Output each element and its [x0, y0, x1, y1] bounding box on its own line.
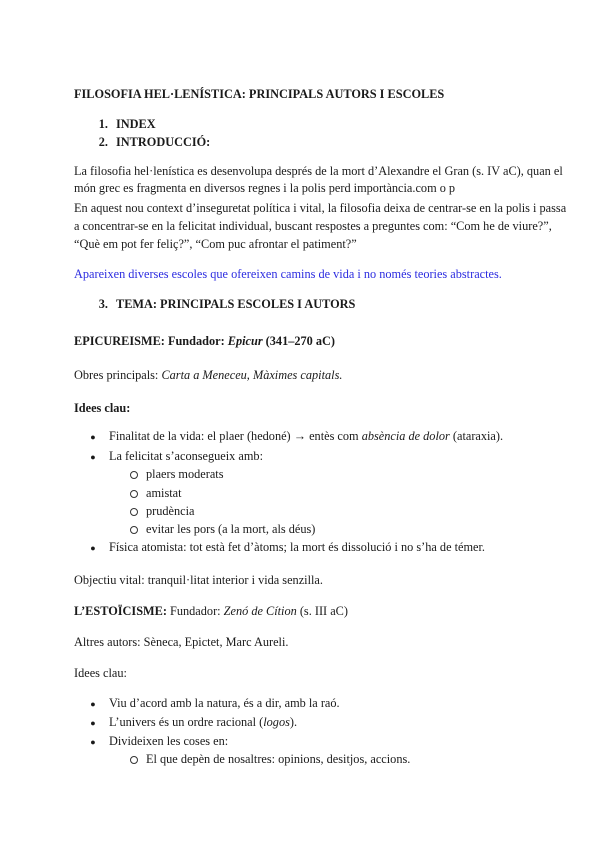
- document-title: FILOSOFIA HEL·LENÍSTICA: PRINCIPALS AUTORS I ESCOLES: [74, 87, 445, 101]
- intro-paragraph-line: En aquest nou context d’inseguretat política i vital, la filosofia deixa de centrar-se en la polis i passa: [74, 201, 567, 215]
- circle-bullet-icon: [130, 471, 138, 479]
- bullet-icon: ●: [90, 452, 96, 462]
- list-item-text: L’univers és un ordre racional (: [109, 715, 264, 729]
- intro-highlight: Apareixen diverses escoles que ofereixen camins de vida i no només teories abstractes.: [74, 267, 502, 281]
- epicureisme-heading: [74, 333, 534, 350]
- sub-list-item: El que depèn de nosaltres: opinions, desitjos, accions.: [146, 752, 411, 766]
- sub-list-item: prudència: [146, 504, 195, 518]
- sub-list-item: plaers moderats: [146, 467, 224, 481]
- list-item-text: (ataraxia).: [449, 429, 504, 443]
- toc-item-index: [92, 116, 552, 133]
- section-number: 3.: [98, 297, 108, 311]
- intro-paragraph-line: La filosofia hel·lenística es desenvolupa després de la mort d’Alexandre el Gran (s. IV aC), quan el: [74, 164, 563, 178]
- estoicisme-ideas-label: Idees clau:: [74, 666, 127, 680]
- bullet-icon: ●: [90, 543, 96, 553]
- works-titles: Carta a Meneceu, Màximes capitals.: [161, 368, 343, 382]
- bullet-icon: ●: [90, 432, 96, 442]
- toc-number: 2.: [98, 135, 108, 149]
- founder-name: Epicur: [227, 334, 263, 348]
- bullet-icon: ●: [90, 699, 96, 709]
- list-item-emphasis: absència de dolor: [361, 429, 450, 443]
- circle-bullet-icon: [130, 508, 138, 516]
- founder-dates: (s. III aC): [296, 604, 348, 618]
- circle-bullet-icon: [130, 490, 138, 498]
- bullet-icon: ●: [90, 737, 96, 747]
- toc-item-introduccio: [92, 134, 552, 151]
- circle-bullet-icon: [130, 756, 138, 764]
- sub-list-item: evitar les pors (a la mort, als déus): [146, 522, 316, 536]
- list-item: Viu d’acord amb la natura, és a dir, amb la raó.: [109, 696, 340, 710]
- section-label: TEMA: PRINCIPALS ESCOLES I AUTORS: [116, 297, 356, 311]
- list-item-emphasis: logos: [263, 715, 290, 729]
- heading-label: L’ESTOÏCISME:: [74, 604, 167, 618]
- toc-label: INDEX: [116, 117, 156, 131]
- list-item: Física atomista: tot està fet d’àtoms; la mort és dissolució i no s’ha de témer.: [109, 540, 486, 554]
- list-item: La felicitat s’aconsegueix amb:: [109, 449, 263, 463]
- founder-name: Zenó de Cítion: [223, 604, 297, 618]
- toc-number: 1.: [98, 117, 108, 131]
- heading-prefix: EPICUREISME: Fundador:: [74, 334, 228, 348]
- sub-list-item: amistat: [146, 486, 182, 500]
- estoicisme-heading: [74, 603, 534, 620]
- epicureisme-objective: Objectiu vital: tranquil·litat interior i vida senzilla.: [74, 573, 323, 587]
- toc-label: INTRODUCCIÓ:: [116, 135, 211, 149]
- intro-paragraph-line: món grec es fragmenta en diversos regnes i la polis perd importància.com o p: [74, 181, 456, 195]
- founder-prefix: Fundador:: [166, 604, 224, 618]
- works-prefix: Obres principals:: [74, 368, 162, 382]
- list-item: [109, 714, 569, 731]
- list-item: Divideixen les coses en:: [109, 734, 229, 748]
- bullet-icon: ●: [90, 718, 96, 728]
- intro-paragraph-line: a concentrar-se en la felicitat individual, buscant respostes a preguntes com: “Com he de viure?”,: [74, 219, 552, 233]
- list-item-text: ).: [289, 715, 298, 729]
- circle-bullet-icon: [130, 526, 138, 534]
- list-item: [109, 428, 569, 445]
- epicureisme-ideas-label: Idees clau:: [74, 401, 131, 415]
- list-item-text: Finalitat de la vida: el plaer (hedoné) → entès com: [109, 429, 362, 443]
- intro-paragraph-line: “Què em pot fer feliç?”, “Com puc afrontar el patiment?”: [74, 237, 357, 251]
- section-heading-tema: [92, 296, 552, 313]
- epicureisme-works: [74, 367, 534, 384]
- estoicisme-other-authors: Altres autors: Sèneca, Epictet, Marc Aureli.: [74, 635, 289, 649]
- founder-dates: (341–270 aC): [262, 334, 336, 348]
